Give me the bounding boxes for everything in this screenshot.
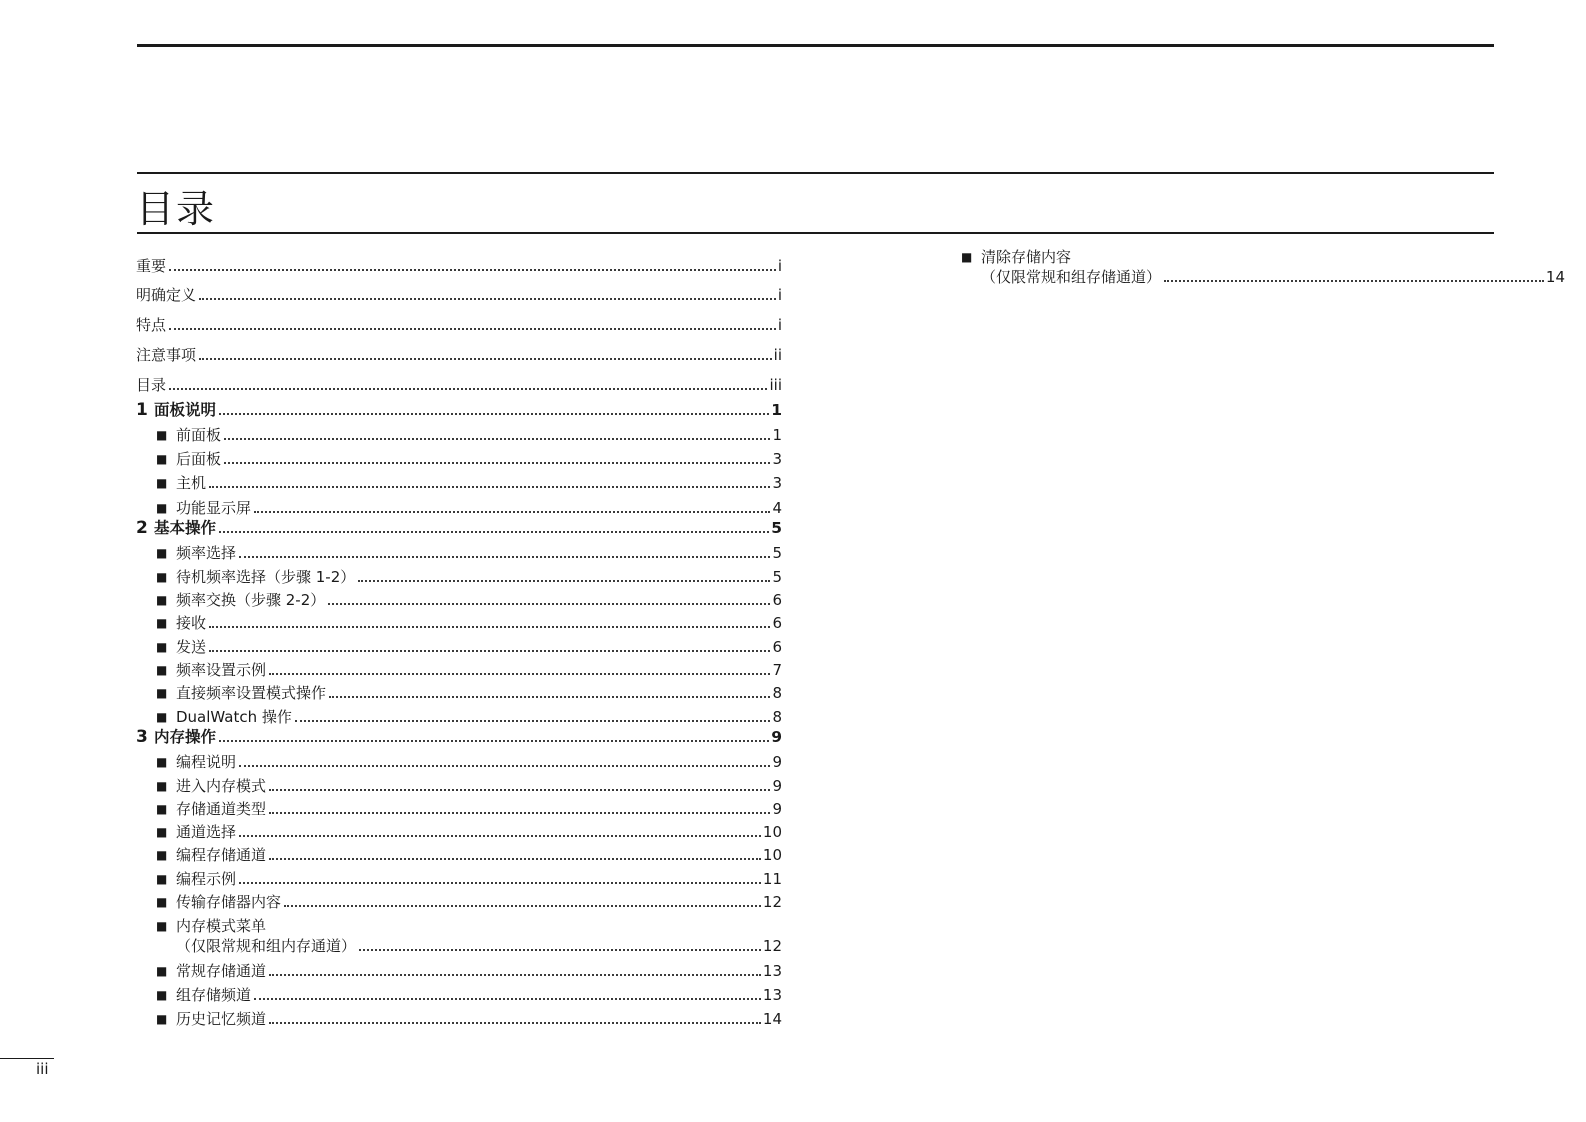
toc-entry-section[interactable] bbox=[136, 1009, 782, 1029]
square-bullet-icon: ■ bbox=[156, 755, 168, 769]
toc-entry-section[interactable] bbox=[136, 683, 782, 703]
toc-entry-section[interactable] bbox=[136, 543, 782, 563]
toc-entry-page: 6 bbox=[772, 591, 782, 609]
dot-leader bbox=[239, 835, 761, 837]
toc-entry-label: 内存模式菜单 bbox=[176, 917, 267, 935]
toc-entry-page: 5 bbox=[772, 568, 782, 586]
chapter-number: 2 bbox=[136, 518, 148, 538]
toc-entry-label: 编程示例 bbox=[176, 870, 237, 888]
toc-entry-section[interactable] bbox=[136, 752, 782, 772]
dot-leader bbox=[209, 486, 770, 488]
dot-leader bbox=[254, 511, 770, 513]
toc-entry-top[interactable] bbox=[136, 285, 782, 305]
toc-entry-page: 13 bbox=[762, 962, 782, 980]
square-bullet-icon: ■ bbox=[156, 640, 168, 654]
dot-leader bbox=[219, 531, 769, 533]
square-bullet-icon: ■ bbox=[156, 686, 168, 700]
square-bullet-icon: ■ bbox=[156, 616, 168, 630]
toc-entry-page: 3 bbox=[772, 474, 782, 492]
dot-leader bbox=[169, 328, 776, 330]
toc-entry-label-continued: （仅限常规和组存储通道） bbox=[981, 268, 1162, 286]
dot-leader bbox=[219, 413, 769, 415]
toc-entry-page: i bbox=[777, 257, 782, 275]
toc-entry-page: 8 bbox=[772, 684, 782, 702]
dot-leader bbox=[269, 1022, 761, 1024]
toc-entry-page: 11 bbox=[762, 870, 782, 888]
toc-entry-label: 明确定义 bbox=[136, 286, 197, 304]
toc-entry-chapter[interactable] bbox=[136, 518, 782, 538]
toc-entry-chapter[interactable] bbox=[136, 400, 782, 420]
toc-entry-label: 面板说明 bbox=[154, 401, 217, 419]
toc-entry-label: 基本操作 bbox=[154, 519, 217, 537]
toc-entry-label: 频率选择 bbox=[176, 544, 237, 562]
toc-entry-label: 后面板 bbox=[176, 450, 222, 468]
toc-entry-label: 历史记忆频道 bbox=[176, 1010, 267, 1028]
dot-leader bbox=[1164, 280, 1544, 282]
toc-entry-page: 9 bbox=[772, 753, 782, 771]
toc-entry-label: 编程说明 bbox=[176, 753, 237, 771]
toc-entry-label: 重要 bbox=[136, 257, 167, 275]
toc-entry-label: 内存操作 bbox=[154, 728, 217, 746]
footer-rule bbox=[0, 1058, 54, 1059]
toc-entry-page: 13 bbox=[762, 986, 782, 1004]
toc-entry-label-block bbox=[981, 247, 1161, 287]
title-underline bbox=[137, 232, 1494, 234]
dot-leader bbox=[199, 298, 776, 300]
square-bullet-icon: ■ bbox=[156, 452, 168, 466]
toc-entry-section[interactable] bbox=[136, 425, 782, 445]
dot-leader bbox=[239, 882, 761, 884]
chapter-number: 3 bbox=[136, 727, 148, 747]
toc-entry-page: 14 bbox=[1545, 268, 1565, 286]
toc-entry-page: 12 bbox=[762, 893, 782, 911]
dot-leader bbox=[295, 720, 771, 722]
toc-entry-page: 9 bbox=[772, 800, 782, 818]
toc-entry-label: 频率交换（步骤 2-2） bbox=[176, 591, 326, 609]
page-title: 目录 bbox=[136, 187, 217, 231]
toc-entry-label-block bbox=[176, 916, 356, 956]
header-rule bbox=[137, 172, 1494, 174]
dot-leader bbox=[224, 462, 770, 464]
square-bullet-icon: ■ bbox=[156, 825, 168, 839]
dot-leader bbox=[239, 556, 770, 558]
square-bullet-icon: ■ bbox=[156, 501, 168, 515]
dot-leader bbox=[219, 740, 769, 742]
dot-leader bbox=[254, 998, 761, 1000]
toc-entry-page: 8 bbox=[772, 708, 782, 726]
toc-entry-page: i bbox=[777, 316, 782, 334]
toc-entry-top[interactable] bbox=[136, 256, 782, 276]
dot-leader bbox=[209, 650, 770, 652]
square-bullet-icon: ■ bbox=[156, 476, 168, 490]
toc-entry-section[interactable] bbox=[136, 567, 782, 587]
square-bullet-icon: ■ bbox=[156, 964, 168, 978]
toc-entry-label: 清除存储内容 bbox=[981, 248, 1072, 266]
toc-entry-section[interactable] bbox=[136, 776, 782, 796]
toc-entry-top[interactable] bbox=[136, 345, 782, 365]
toc-entry-page: 1 bbox=[772, 426, 782, 444]
square-bullet-icon: ■ bbox=[156, 593, 168, 607]
dot-leader bbox=[284, 905, 761, 907]
dot-leader bbox=[328, 603, 770, 605]
toc-entry-page: iii bbox=[769, 376, 782, 394]
toc-entry-section[interactable] bbox=[941, 247, 1565, 287]
toc-entry-label: 目录 bbox=[136, 376, 167, 394]
dot-leader bbox=[269, 812, 770, 814]
dot-leader bbox=[269, 673, 770, 675]
footer-page-number: iii bbox=[36, 1060, 49, 1078]
toc-entry-page: 6 bbox=[772, 614, 782, 632]
square-bullet-icon: ■ bbox=[156, 919, 168, 933]
toc-entry-page: 3 bbox=[772, 450, 782, 468]
toc-entry-page: 9 bbox=[772, 777, 782, 795]
dot-leader bbox=[169, 388, 767, 390]
toc-entry-section[interactable] bbox=[136, 869, 782, 889]
toc-entry-section[interactable] bbox=[136, 637, 782, 657]
toc-entry-top[interactable] bbox=[136, 315, 782, 335]
toc-entry-section[interactable] bbox=[136, 473, 782, 493]
toc-right-column bbox=[941, 247, 1565, 287]
toc-entry-section[interactable] bbox=[136, 707, 782, 727]
square-bullet-icon: ■ bbox=[156, 872, 168, 886]
toc-entry-page: 4 bbox=[772, 499, 782, 517]
header-rule-top bbox=[137, 44, 1494, 47]
toc-entry-page: 7 bbox=[772, 661, 782, 679]
square-bullet-icon: ■ bbox=[156, 1012, 168, 1026]
chapter-number: 1 bbox=[136, 400, 148, 420]
toc-entry-label-continued: （仅限常规和组内存通道） bbox=[176, 937, 357, 955]
toc-entry-section[interactable] bbox=[136, 660, 782, 680]
square-bullet-icon: ■ bbox=[156, 710, 168, 724]
dot-leader bbox=[269, 974, 761, 976]
toc-entry-section[interactable] bbox=[136, 590, 782, 610]
square-bullet-icon: ■ bbox=[156, 570, 168, 584]
toc-entry-section[interactable] bbox=[136, 961, 782, 981]
toc-entry-page: 5 bbox=[772, 544, 782, 562]
square-bullet-icon: ■ bbox=[156, 895, 168, 909]
square-bullet-icon: ■ bbox=[961, 250, 973, 264]
toc-entry-section[interactable] bbox=[136, 892, 782, 912]
square-bullet-icon: ■ bbox=[156, 848, 168, 862]
toc-entry-section[interactable] bbox=[136, 799, 782, 819]
toc-entry-label: 接收 bbox=[176, 614, 207, 632]
toc-entry-section[interactable] bbox=[136, 985, 782, 1005]
dot-leader bbox=[269, 789, 770, 791]
toc-entry-page: 10 bbox=[762, 846, 782, 864]
toc-entry-section[interactable] bbox=[136, 498, 782, 518]
toc-entry-label: 主机 bbox=[176, 474, 207, 492]
dot-leader bbox=[199, 358, 772, 360]
toc-entry-label: 特点 bbox=[136, 316, 167, 334]
toc-entry-page: 1 bbox=[771, 401, 782, 419]
square-bullet-icon: ■ bbox=[156, 802, 168, 816]
toc-entry-label: 功能显示屏 bbox=[176, 499, 252, 517]
dot-leader bbox=[169, 269, 776, 271]
dot-leader bbox=[269, 858, 761, 860]
toc-entry-page: 14 bbox=[762, 1010, 782, 1028]
toc-entry-section[interactable] bbox=[136, 845, 782, 865]
toc-entry-page: 9 bbox=[771, 728, 782, 746]
dot-leader bbox=[224, 438, 770, 440]
toc-entry-page: 6 bbox=[772, 638, 782, 656]
square-bullet-icon: ■ bbox=[156, 546, 168, 560]
square-bullet-icon: ■ bbox=[156, 428, 168, 442]
toc-entry-label: 前面板 bbox=[176, 426, 222, 444]
toc-entry-page: 5 bbox=[771, 519, 782, 537]
toc-entry-label: 通道选择 bbox=[176, 823, 237, 841]
toc-entry-label: 常规存储通道 bbox=[176, 962, 267, 980]
toc-entry-section[interactable] bbox=[136, 613, 782, 633]
square-bullet-icon: ■ bbox=[156, 988, 168, 1002]
toc-entry-top[interactable] bbox=[136, 375, 782, 395]
toc-entry-label: 待机频率选择（步骤 1-2） bbox=[176, 568, 356, 586]
dot-leader bbox=[359, 949, 761, 951]
toc-entry-label: 直接频率设置模式操作 bbox=[176, 684, 327, 702]
toc-entry-page: 10 bbox=[762, 823, 782, 841]
toc-left-column bbox=[136, 256, 782, 1029]
toc-entry-section[interactable] bbox=[136, 822, 782, 842]
square-bullet-icon: ■ bbox=[156, 779, 168, 793]
toc-entry-page: ii bbox=[773, 346, 782, 364]
dot-leader bbox=[358, 580, 770, 582]
toc-entry-page: i bbox=[777, 286, 782, 304]
toc-entry-label: 组存储频道 bbox=[176, 986, 252, 1004]
toc-entry-label: 进入内存模式 bbox=[176, 777, 267, 795]
toc-entry-page: 12 bbox=[762, 937, 782, 955]
toc-entry-section[interactable] bbox=[136, 449, 782, 469]
toc-entry-label: 发送 bbox=[176, 638, 207, 656]
toc-entry-label: 存储通道类型 bbox=[176, 800, 267, 818]
toc-entry-label: 传输存储器内容 bbox=[176, 893, 282, 911]
toc-entry-section[interactable] bbox=[136, 916, 782, 956]
dot-leader bbox=[329, 696, 770, 698]
toc-entry-chapter[interactable] bbox=[136, 727, 782, 747]
toc-entry-label: 注意事项 bbox=[136, 346, 197, 364]
toc-entry-label: DualWatch 操作 bbox=[176, 708, 292, 726]
square-bullet-icon: ■ bbox=[156, 663, 168, 677]
toc-entry-label: 频率设置示例 bbox=[176, 661, 267, 679]
toc-entry-label: 编程存储通道 bbox=[176, 846, 267, 864]
dot-leader bbox=[239, 765, 770, 767]
dot-leader bbox=[209, 626, 770, 628]
